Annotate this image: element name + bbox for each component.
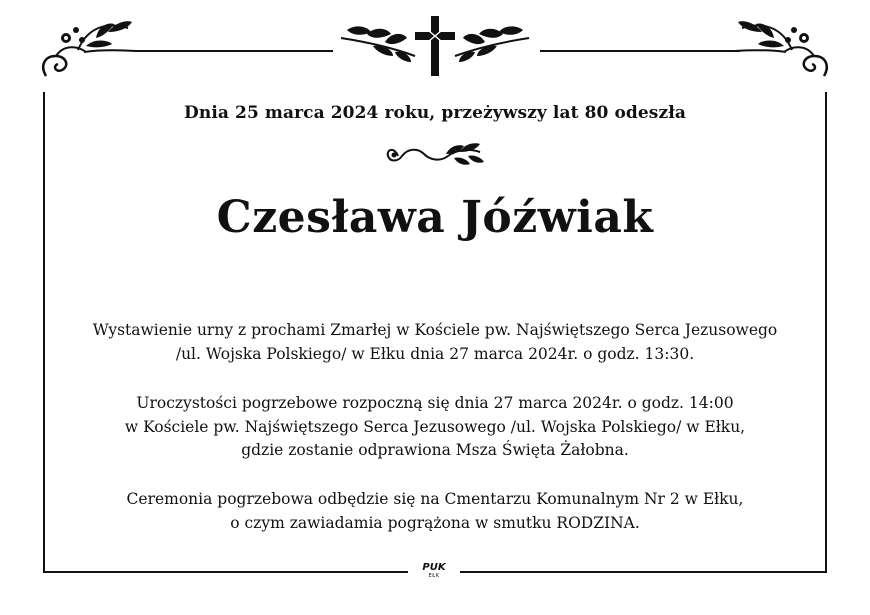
paragraph-line: Ceremonia pogrzebowa odbędzie się na Cmentarzu Komunalnym Nr 2 w Ełku, <box>126 490 744 508</box>
corner-flourish-left-icon <box>38 16 138 88</box>
paragraph-line: Wystawienie urny z prochami Zmarłej w Kościele pw. Najświętszego Serca Jezusowego <box>92 321 778 339</box>
frame-bottom-border-right <box>460 571 827 573</box>
cross-with-laurel-icon <box>337 12 533 80</box>
paragraph-line: w Kościele pw. Najświętszego Serca Jezusowego /ul. Wojska Polskiego/ w Ełku, <box>124 417 746 436</box>
divider-flourish-icon <box>384 142 486 170</box>
funeral-ceremony-paragraph <box>0 392 870 463</box>
top-divider-left <box>135 50 333 52</box>
deceased-name: Czesława Jóźwiak <box>216 192 654 243</box>
urn-exhibition-paragraph <box>0 319 870 366</box>
logo-main-text: PUK <box>422 562 446 573</box>
burial-paragraph <box>0 488 870 535</box>
frame-bottom-border-left <box>43 571 408 573</box>
company-logo <box>410 563 458 579</box>
top-divider-right <box>540 50 740 52</box>
paragraph-line: o czym zawiadamia pogrążona w smutku RODZINA. <box>230 513 640 532</box>
paragraph-line: /ul. Wojska Polskiego/ w Ełku dnia 27 marca 2024r. o godz. 13:30. <box>175 344 695 363</box>
corner-flourish-right-icon <box>732 16 832 88</box>
logo-sub-text: EŁK <box>428 573 440 579</box>
death-announcement-heading: Dnia 25 marca 2024 roku, przeżywszy lat 80 odeszła <box>184 103 686 123</box>
paragraph-line: Uroczystości pogrzebowe rozpoczną się dnia 27 marca 2024r. o godz. 14:00 <box>136 394 734 412</box>
paragraph-line: gdzie zostanie odprawiona Msza Święta Żałobna. <box>241 441 629 459</box>
